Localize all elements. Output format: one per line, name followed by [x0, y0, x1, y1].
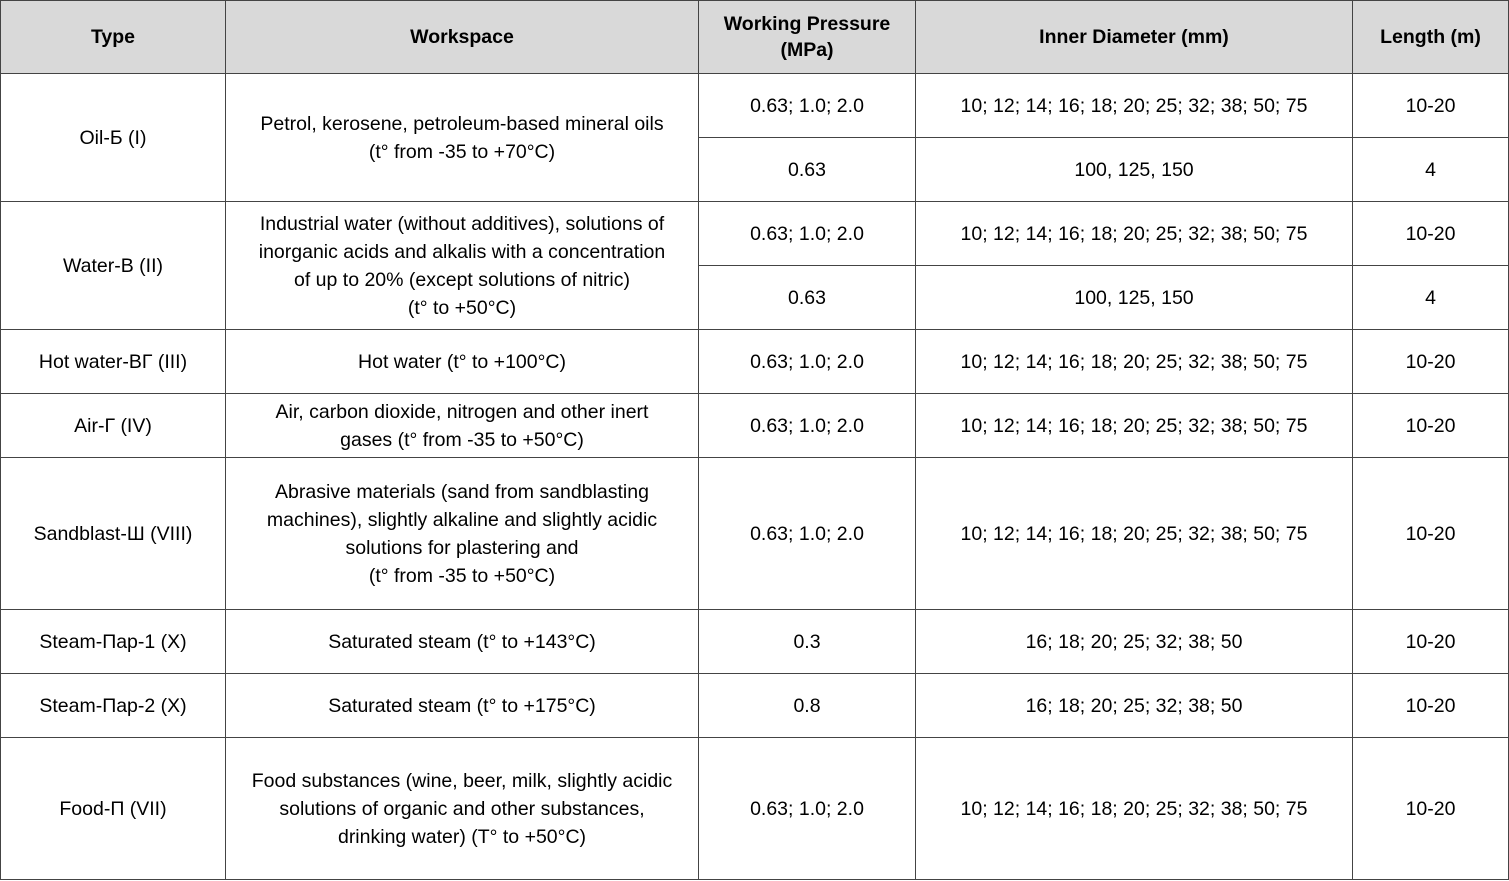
cell-length: 10-20	[1353, 610, 1509, 674]
cell-length: 10-20	[1353, 738, 1509, 880]
cell-type: Oil-Б (I)	[1, 74, 226, 202]
table-row-oil	[1, 74, 1509, 138]
table-row-water	[1, 202, 1509, 266]
header-pressure-line2: (MPa)	[780, 39, 834, 61]
cell-pressure: 0.63; 1.0; 2.0	[699, 394, 916, 458]
header-type: Type	[1, 1, 226, 74]
table-row-steam-1	[1, 610, 1509, 674]
cell-type: Food-П (VII)	[1, 738, 226, 880]
header-workspace: Workspace	[226, 1, 699, 74]
cell-workspace: Food substances (wine, beer, milk, slightly acidic solutions of organic and other substances, drinking water) (T° to +50°C)	[226, 738, 699, 880]
cell-pressure: 0.63	[699, 138, 916, 202]
cell-diameter: 10; 12; 14; 16; 18; 20; 25; 32; 38; 50; 75	[916, 74, 1353, 138]
header-working-pressure	[699, 1, 916, 74]
cell-diameter: 10; 12; 14; 16; 18; 20; 25; 32; 38; 50; 75	[916, 394, 1353, 458]
cell-pressure: 0.63; 1.0; 2.0	[699, 738, 916, 880]
cell-diameter: 100, 125, 150	[916, 266, 1353, 330]
cell-length: 10-20	[1353, 674, 1509, 738]
cell-type: Hot water-BГ (III)	[1, 330, 226, 394]
header-length: Length (m)	[1353, 1, 1509, 74]
cell-diameter: 10; 12; 14; 16; 18; 20; 25; 32; 38; 50; 75	[916, 202, 1353, 266]
cell-diameter: 10; 12; 14; 16; 18; 20; 25; 32; 38; 50; 75	[916, 330, 1353, 394]
cell-length: 4	[1353, 266, 1509, 330]
cell-workspace: Industrial water (without additives), solutions of inorganic acids and alkalis with a concentration of up to 20% (except solutions of nitric) (t° to +50°C)	[226, 202, 699, 330]
cell-length: 10-20	[1353, 202, 1509, 266]
cell-length: 10-20	[1353, 330, 1509, 394]
cell-type: Water-B (II)	[1, 202, 226, 330]
cell-workspace: Air, carbon dioxide, nitrogen and other inert gases (t° from -35 to +50°C)	[226, 394, 699, 458]
cell-diameter: 16; 18; 20; 25; 32; 38; 50	[916, 610, 1353, 674]
cell-pressure: 0.63; 1.0; 2.0	[699, 458, 916, 610]
cell-diameter: 16; 18; 20; 25; 32; 38; 50	[916, 674, 1353, 738]
cell-type: Steam-Пар-2 (X)	[1, 674, 226, 738]
table-row-food	[1, 738, 1509, 880]
header-pressure-line1: Working Pressure	[723, 13, 891, 35]
cell-pressure: 0.8	[699, 674, 916, 738]
cell-diameter: 10; 12; 14; 16; 18; 20; 25; 32; 38; 50; 75	[916, 458, 1353, 610]
cell-length: 10-20	[1353, 74, 1509, 138]
cell-length: 4	[1353, 138, 1509, 202]
cell-type: Air-Г (IV)	[1, 394, 226, 458]
cell-diameter: 100, 125, 150	[916, 138, 1353, 202]
cell-workspace: Saturated steam (t° to +143°C)	[226, 610, 699, 674]
table-row-sandblast	[1, 458, 1509, 610]
cell-workspace: Abrasive materials (sand from sandblasting machines), slightly alkaline and slightly acidic solutions for plastering and (t° from -35 to +50°C)	[226, 458, 699, 610]
table-row-hot-water	[1, 330, 1509, 394]
cell-diameter: 10; 12; 14; 16; 18; 20; 25; 32; 38; 50; 75	[916, 738, 1353, 880]
cell-length: 10-20	[1353, 394, 1509, 458]
header-row	[1, 1, 1509, 74]
cell-pressure: 0.63; 1.0; 2.0	[699, 74, 916, 138]
cell-pressure: 0.63; 1.0; 2.0	[699, 330, 916, 394]
cell-workspace: Saturated steam (t° to +175°C)	[226, 674, 699, 738]
cell-length: 10-20	[1353, 458, 1509, 610]
table-row-steam-2	[1, 674, 1509, 738]
cell-pressure: 0.3	[699, 610, 916, 674]
cell-type: Steam-Пар-1 (X)	[1, 610, 226, 674]
table-row-air	[1, 394, 1509, 458]
cell-pressure: 0.63	[699, 266, 916, 330]
cell-workspace: Hot water (t° to +100°C)	[226, 330, 699, 394]
cell-type: Sandblast-Ш (VIII)	[1, 458, 226, 610]
cell-pressure: 0.63; 1.0; 2.0	[699, 202, 916, 266]
header-inner-diameter: Inner Diameter (mm)	[916, 1, 1353, 74]
cell-workspace: Petrol, kerosene, petroleum-based mineral oils (t° from -35 to +70°C)	[226, 74, 699, 202]
